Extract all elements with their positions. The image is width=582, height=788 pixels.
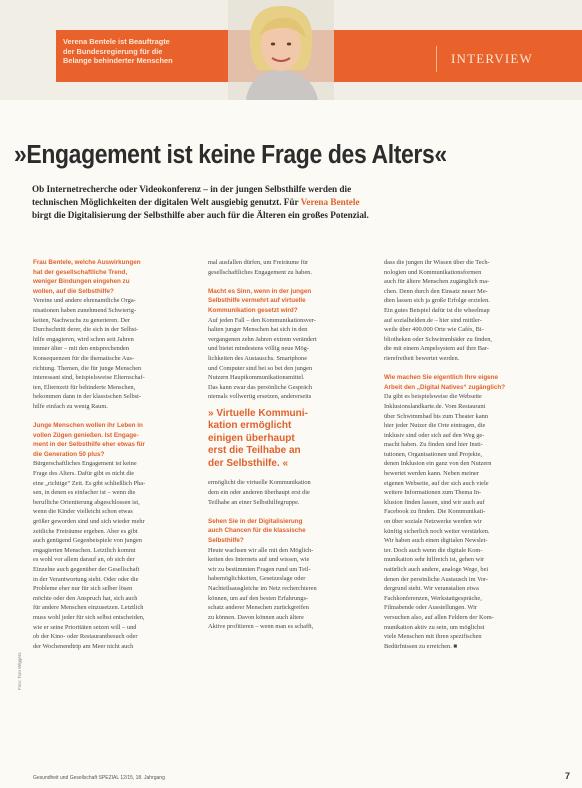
body-line: versuchen also, auf allen Feldern der Kom- <box>384 613 494 621</box>
body-line: gesellschaftliches Engagement zu haben. <box>208 268 312 276</box>
body-line: und bietet mindestens völlig neue Mög- <box>208 345 309 353</box>
body-line: möchte oder den Anspruch hat, sich auch <box>33 594 138 602</box>
body-line: größer geworden sind und sich wieder mehr <box>33 518 145 526</box>
body-line: nisationen haben zunehmend Schwierig- <box>33 306 137 314</box>
body-line: eigenen Webseite, auf der sich auch viele <box>384 479 489 487</box>
caption-line: Verena Bentele ist Beauftragte <box>63 37 170 46</box>
body-line: Facebook zu finden. Die Kommunikati- <box>384 508 486 516</box>
body-line: Bedürfnissen zu erreichen. ■ <box>384 642 458 650</box>
body-line: Durchschnitt derer, die sich in der Selbst- <box>33 326 139 334</box>
question-line: Selbsthilfe? <box>208 536 244 544</box>
question-line: Sehen Sie in der Digitalisierung <box>208 517 303 525</box>
body-line: macht haben. Zu finden sind hier Insti- <box>384 441 483 449</box>
body-line: es wohl vor allem darauf an, ob sich der <box>33 556 135 564</box>
body-line: Wir haben auch einen digitalen Newslet- <box>384 537 488 545</box>
lead-line: Ob Internetrecherche oder Videokonferenz – in der jungen Selbsthilfe werden die <box>32 184 352 194</box>
column-2 <box>208 258 368 632</box>
body-line: die mit einem Ampelsystem auf ihre Bar- <box>384 345 489 353</box>
lead-name: Verena Bentele <box>300 197 360 208</box>
body-line: zu können. Davon können auch ältere <box>208 613 304 621</box>
body-line: Frage des Alters. Dafür gibt es nicht die <box>33 470 135 478</box>
pull-quote-line: » Virtuelle Kommuni- <box>208 407 308 419</box>
lead-line <box>32 196 572 209</box>
body-line: künftig sicherlich noch weiter verstärken. <box>384 527 490 535</box>
caption-line: der Bundesregierung für die <box>63 46 163 56</box>
spacer <box>208 277 368 287</box>
body-line: dergrund steht. Wir veranstalten etwa <box>384 585 479 593</box>
spacer <box>208 507 368 517</box>
question-line: Selbsthilfe vermehrt auf virtuelle <box>208 297 306 305</box>
body-line: dass die jungen ihr Wissen über die Tech- <box>384 259 490 266</box>
spacer <box>33 412 193 422</box>
body-line: inklusiv sind oder sich auf den Weg ge- <box>384 431 485 439</box>
body-line: bliotheken oder Schwimmbäder zu finden, <box>384 335 492 343</box>
pull-quote-line: kation ermöglicht <box>208 420 292 432</box>
body-line: Fachkonferenzen, Werkstattgespräche, <box>384 594 482 602</box>
body-line: hier jeder Nutzer die Orte eintragen, die <box>384 422 486 430</box>
body-line: Das kann zwar das persönliche Gespräch <box>208 383 313 391</box>
body-line: auch für ältere Menschen zugänglich ma- <box>384 278 490 286</box>
body-line: rierefreiheit bewertet werden. <box>384 354 460 362</box>
body-line: hilfe einfach zu wenig Raum. <box>33 402 108 410</box>
body-line: wir zu bestimmten Fragen rund um Teil- <box>208 565 311 573</box>
header <box>0 0 582 100</box>
body-line: Teilhabe an einer Selbsthilfegruppe. <box>208 498 300 506</box>
question-line: vollen Zügen genießen. Ist Engage- <box>33 431 139 439</box>
body-line: denen Inklusion ein ganz von den Nutzern <box>384 460 492 468</box>
body-line: Heute wachsen wir alle mit den Möglich- <box>208 546 314 554</box>
caption-line: Belange behinderter Menschen <box>63 56 173 65</box>
header-caption <box>63 37 223 66</box>
body-line: mal ausfallen dürfen, um Freiräume für <box>208 259 309 266</box>
body-line: lichkeiten des Austauschs. Smartphone <box>208 354 308 362</box>
body-line: über Schwimmbad bis zum Theater kann <box>384 412 488 420</box>
question-line: Wie machen Sie eigentlich Ihre eigene <box>384 374 499 382</box>
body-line: können, um auf den besten Erfahrungs- <box>208 594 309 602</box>
question-line: wollen, auf die Selbsthilfe? <box>33 287 114 295</box>
body-line: muss wohl jeder für sich selbst entscheiden, <box>33 613 145 621</box>
body-line: in der Verantwortung sieht. Oder oder die <box>33 575 139 583</box>
question-line: Junge Menschen wollen ihr Leben in <box>33 422 143 430</box>
body-line: berufliche Orientierung abgeschlossen ist, <box>33 498 140 506</box>
body-line: tutionen, Organisationen und Projekte, <box>384 450 483 458</box>
body-line: Ein gutes Beispiel dafür ist die wheelmap <box>384 306 490 314</box>
body-line: halten junger Menschen hat sich in den <box>208 326 308 334</box>
body-line: munikation sehr hilfreich ist, gehen wir <box>384 556 485 564</box>
question-line: hat der gesellschaftliche Trend, <box>33 268 128 276</box>
body-line: eine „richtige“ Zeit. Es gibt schließlich Pha- <box>33 479 146 487</box>
body-line: weile über 400.000 Orte wie Cafés, Bi- <box>384 326 484 334</box>
body-line: engagierten Menschen. Letztlich kommt <box>33 546 136 554</box>
column-3 <box>384 258 544 651</box>
body-line: niemals vollwertig ersetzen, andererseits <box>208 393 312 401</box>
body-line: Auf jeden Fall – den Kommunikationsver- <box>208 316 316 324</box>
section-label <box>436 46 567 72</box>
body-line: Probleme eher nur für sich selber lösen <box>33 585 133 593</box>
body-line: Einzelne auch gegenüber der Gesellschaft <box>33 566 140 573</box>
body-line: bekommen dann in der klassischen Selbst- <box>33 393 141 401</box>
body-line: on über soziale Netzwerke werden wir <box>384 518 482 526</box>
body-line: ter. Doch auch wenn die digitale Kom- <box>384 546 483 554</box>
body-line: Aktive profitieren – wenn man es schafft, <box>208 623 314 631</box>
body-line: vergangenen zehn Jahren extrem verändert <box>208 335 317 343</box>
body-line: sen, in denen es einfacher ist – wenn die <box>33 489 136 497</box>
body-line: Nutzern Hauptkommunikationsmittel. <box>208 374 305 382</box>
lead-line-text: technischen Möglichkeiten der digitalen Welt ausgiebig genutzt. Für <box>32 197 299 208</box>
question-line: Arbeit den „Digital Natives“ zugänglich? <box>384 383 506 391</box>
body-line: natürlich auch andere, analoge Wege, bei <box>384 566 489 573</box>
question-line: Kommunikation gesetzt wird? <box>208 306 298 314</box>
question-line: die Generation 50 plus? <box>33 450 105 458</box>
lead-line: birgt die Digitalisierung der Selbsthilfe aber auch für die Älteren ein großes Potenzial. <box>32 210 369 221</box>
body-line: denen der persönliche Austausch im Vor- <box>384 575 489 583</box>
body-line: Filmabende oder Ausstellungen. Wir <box>384 604 478 612</box>
body-line: ten, Elternzeit für behinderte Menschen, <box>33 383 136 391</box>
body-line: interessant sind, beispielsweise Elternschaf- <box>33 374 145 382</box>
body-line: Vereine und andere ehrenamtliche Orga- <box>33 297 136 305</box>
body-line: hilfe engagieren, wird schon seit Jahren <box>33 335 134 343</box>
body-line: keiten, Nachwuchs zu generieren. Der <box>33 316 130 324</box>
pull-quote-line: der Selbsthilfe. « <box>208 457 289 469</box>
body-line: richtung. Themen, die für junge Menschen <box>33 364 142 372</box>
photo-credit: Foto: Tom Wiggers <box>17 652 22 690</box>
pull-quote <box>208 408 368 471</box>
question-line: auch Chancen für die klassische <box>208 527 306 535</box>
body-line: immer älter – mit den entsprechenden <box>33 345 130 353</box>
body-line: Da gibt es beispielsweise die Webseite <box>384 393 482 401</box>
footer-publication: Gesundheit und Gesellschaft SPEZIAL 12/15, 18. Jahrgang <box>33 775 165 781</box>
body-line: bewertet werden kann. Neben meiner <box>384 470 479 478</box>
body-line: munikation aktiv zu sein, um möglichst <box>384 623 485 631</box>
pull-quote-line: erst die Teilhabe an <box>208 445 301 457</box>
body-line: Konsequenzen für die thematische Aus- <box>33 354 135 362</box>
body-line: nologien und Kommunikationsformen <box>384 268 482 276</box>
body-line: wenn die Kinder vielleicht schon etwas <box>33 508 133 516</box>
body-line: chen. Denn durch den Einsatz neuer Me- <box>384 287 488 295</box>
body-line: und Computer sind bei so bei den jungen <box>208 364 313 372</box>
page-number: 7 <box>565 771 571 781</box>
lead-paragraph <box>32 183 572 223</box>
body-line: dem ein oder anderen überhaupt erst die <box>208 489 310 496</box>
portrait-photo <box>228 0 334 100</box>
question-line: Macht es Sinn, wenn in der jungen <box>208 287 312 295</box>
body-line: keiten des Internets auf und wissen, wie <box>208 556 310 564</box>
spacer <box>384 364 544 374</box>
body-line: weitere Informationen zum Thema In- <box>384 489 482 497</box>
body-line: ob der Kino- oder Restaurantbesuch oder <box>33 633 138 641</box>
headline: »Engagement ist keine Frage des Alters« <box>14 141 447 169</box>
body-line: dien lassen sich ja große Erfolge erzielen. <box>384 297 490 305</box>
body-line: für andere Menschen einzusetzen. Letztlich <box>33 604 144 612</box>
question-line: ment in der Selbsthilfe eher etwas für <box>33 441 145 449</box>
column-1 <box>33 258 193 651</box>
body-line: Bürgerschaftliches Engagement ist keine <box>33 460 137 468</box>
body-line: Nachteilsausgleiche im Netz recherchieren <box>208 584 317 592</box>
body-line: schatz anderer Menschen zurückgreifen <box>208 604 309 612</box>
body-line: klusion finden lassen, sind wir auch auf <box>384 498 485 506</box>
body-line: auch genügend Gegenbeispiele von jungen <box>33 537 142 545</box>
body-line: habemöglichkeiten, Gesetzeslage oder <box>208 575 306 583</box>
question-line: weniger Bindungen eingehen zu <box>33 278 130 286</box>
pull-quote-line: einigen überhaupt <box>208 432 295 444</box>
body-line: zeitliche Freiräume ergeben. Aber es gibt <box>33 527 138 535</box>
body-line: ermöglicht die virtuelle Kommunikation <box>208 479 311 487</box>
section-label-text: INTERVIEW <box>451 51 533 66</box>
body-line: auf sozialhelden.de – hier sind mittler- <box>384 316 482 324</box>
body-line: Inklusionslandkarte.de. Vom Restaurant <box>384 402 486 410</box>
question-line: Frau Bentele, welche Auswirkungen <box>33 259 141 266</box>
body-line: viele Menschen mit ihren spezifischen <box>384 633 482 641</box>
body-line: wie er seine Prioritäten setzen will – und <box>33 623 137 631</box>
body-line: der Wochenendtrip am Meer nicht auch <box>33 642 134 650</box>
